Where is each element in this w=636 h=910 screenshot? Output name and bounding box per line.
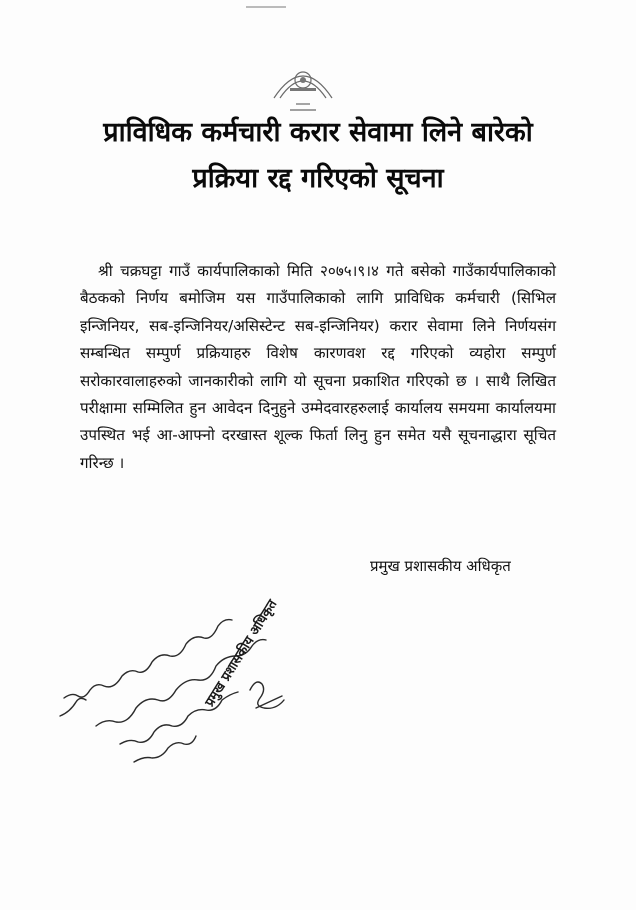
notice-title-line-1: प्राविधिक कर्मचारी करार सेवामा लिने बारेको xyxy=(103,117,533,148)
notice-body: श्री चक्रघट्टा गाउँ कार्यपालिकाको मिति २०७५।९।४ गते बसेको गाउँकार्यपालिकाको बैठकको निर्णय बमोजिम यस गाउँपालिकाको लागि प्राविधिक कर्मचारी (सिभिल इन्जिनियर, सब-इन्जिनियर/असिस्टेन्ट सब-इन्जिनियर) करार सेवामा लिने निर्णयसंग सम्बन्धित सम्पुर्ण प्रक्रियाहरु विशेष कारणवश रद्द गरिएको व्यहोरा सम्पुर्ण सरोकारवालाहरुको जानकारीको लागि यो सूचना प्रकाशित गरिएको छ । साथै लिखित परीक्षामा सम्मिलित हुन आवेदन दिनुहुने उम्मेदवारहरुलाई कार्यालय समयमा कार्यालयमा उपस्थित भई आ-आफ्नो दरखास्त शूल्क फिर्ता लिनु हुन समेत यसै सूचनाद्धारा सूचित गरिन्छ । xyxy=(80,262,556,472)
official-stamp: प्रमुख प्रशासकीय अधिकृत xyxy=(202,597,281,710)
scan-edge-mark xyxy=(246,0,286,8)
notice-title xyxy=(40,110,596,202)
signatory-title: प्रमुख प्रशासकीय अधिकृत xyxy=(370,557,511,575)
handwritten-note xyxy=(50,548,360,788)
emblem-seal-icon xyxy=(268,58,338,118)
notice-title-line-2: प्रक्रिया रद्द गरिएको सूचना xyxy=(192,163,444,194)
